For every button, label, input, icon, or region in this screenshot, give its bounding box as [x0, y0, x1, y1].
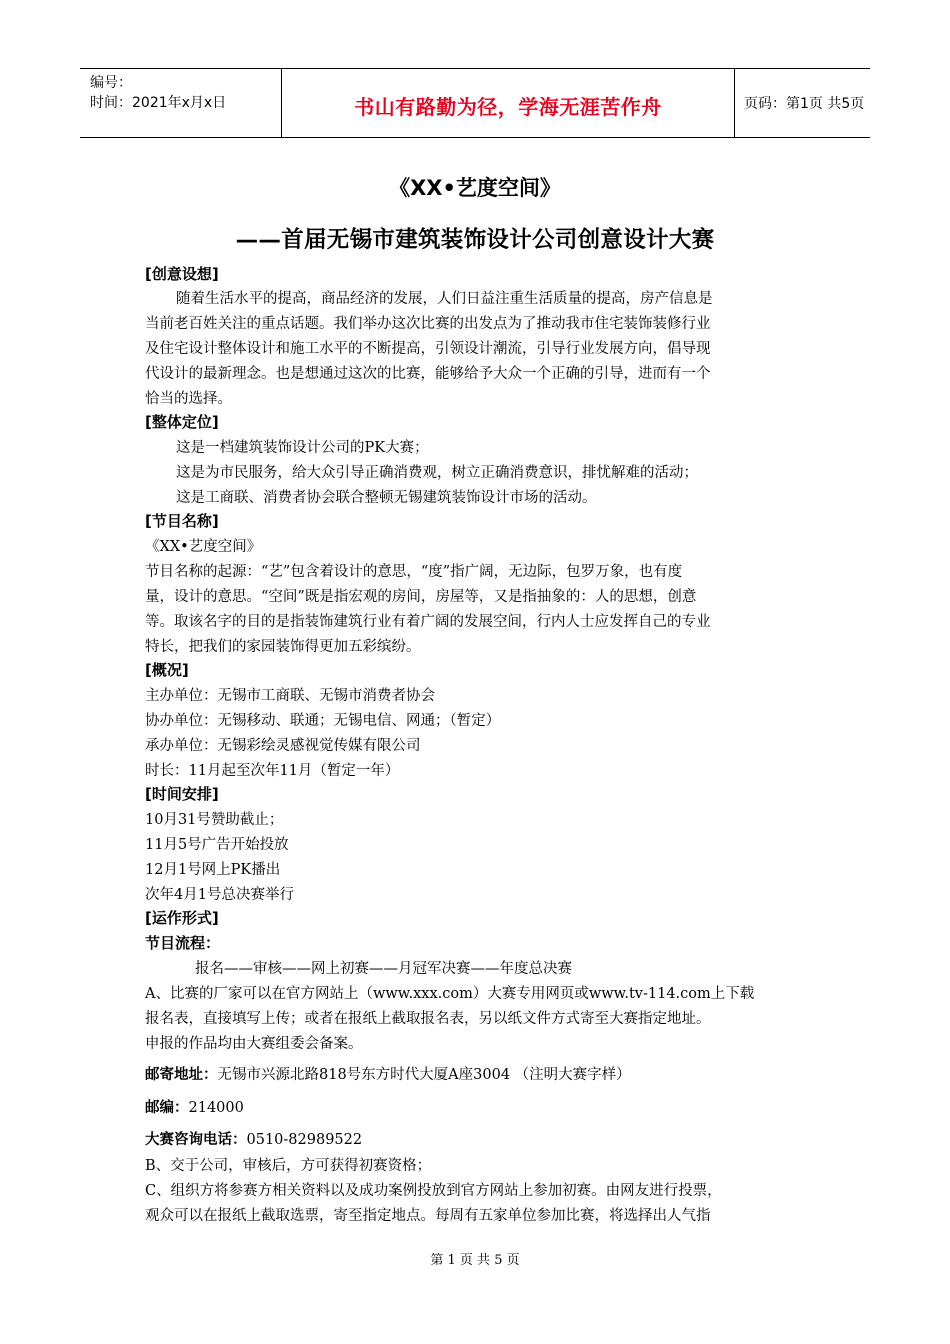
paragraph-line: A、比赛的厂家可以在官方网站上（www.xxx.com）大赛专用网页或www.tv-114.com上下载: [145, 986, 755, 1002]
program-flow-label: 节目流程：: [145, 934, 221, 952]
paragraph-line: 承办单位：无锡彩绘灵感视觉传媒有限公司: [145, 738, 421, 754]
paragraph-line: 当前老百姓关注的重点话题。我们举办这次比赛的出发点为了推动我市住宅装饰装修行业: [145, 316, 711, 332]
paragraph-line: 10月31号赞助截止；: [145, 812, 284, 828]
time-label: 时间：2021年x月x日: [90, 95, 227, 111]
paragraph-line: 节目名称的起源：“艺”包含着设计的意思，“度”指广阔，无边际，包罗万象，也有度: [145, 564, 683, 580]
section-heading: [时间安排]: [145, 785, 219, 803]
hotline-label: 大赛咨询电话：: [145, 1132, 247, 1148]
postcode-label: 邮编：: [145, 1100, 189, 1116]
paragraph-line: B、交于公司，审核后，方可获得初赛资格；: [145, 1158, 432, 1174]
header-table: [80, 68, 870, 138]
hotline-value: 0510-82989522: [246, 1132, 363, 1148]
paragraph-line: 《XX•艺度空间》: [145, 539, 262, 555]
paragraph-line: 时长：11月起至次年11月（暂定一年）: [145, 763, 400, 779]
document-subtitle: ——首届无锡市建筑装饰设计公司创意设计大赛: [235, 227, 715, 253]
paragraph-line: 这是为市民服务，给大众引导正确消费观，树立正确消费意识，排忧解难的活动；: [176, 465, 698, 481]
mailing-address-label: 邮寄地址：: [145, 1067, 218, 1083]
section-heading: [整体定位]: [145, 413, 219, 431]
page-footer: 第 1 页 共 5 页: [430, 1253, 520, 1268]
paragraph-line: 恰当的选择。: [145, 391, 232, 407]
document-title: 《XX•艺度空间》: [389, 176, 561, 200]
section-heading: [节目名称]: [145, 512, 219, 530]
paragraph-line: 量，设计的意思。“空间”既是指宏观的房间，房屋等，又是指抽象的：人的思想，创意: [145, 589, 697, 605]
paragraph-line: 这是一档建筑装饰设计公司的PK大赛；: [176, 440, 429, 456]
section-heading: [创意设想]: [145, 265, 219, 283]
header-motto-cell: [281, 69, 735, 137]
paragraph-line: 次年4月1号总决赛举行: [145, 887, 294, 903]
paragraph-line: 报名表，直接填写上传；或者在报纸上截取报名表，另以纸文件方式寄至大赛指定地址。: [145, 1011, 711, 1027]
paragraph-line: 及住宅设计整体设计和施工水平的不断提高，引领设计潮流，引导行业发展方向，倡导现: [145, 341, 711, 357]
mailing-address-line: [145, 1063, 631, 1084]
paragraph-line: 报名——审核——网上初赛——月冠军决赛——年度总决赛: [195, 961, 572, 977]
paragraph-line: 特长，把我们的家园装饰得更加五彩缤纷。: [145, 639, 421, 655]
postcode-line: [145, 1096, 244, 1117]
paragraph-line: 这是工商联、消费者协会联合整顿无锡建筑装饰设计市场的活动。: [176, 490, 597, 506]
header-left-cell: [90, 73, 280, 113]
paragraph-line: 申报的作品均由大赛组委会备案。: [145, 1036, 363, 1052]
section-heading: [运作形式]: [145, 909, 219, 927]
mailing-address-value: 无锡市兴源北路818号东方时代大厦A座3004 （注明大赛字样）: [217, 1067, 631, 1083]
page-info: 页码：第1页 共5页: [744, 96, 865, 112]
paragraph-line: 协办单位：无锡移动、联通；无锡电信、网通；（暂定）: [145, 713, 501, 729]
paragraph-line: 代设计的最新理念。也是想通过这次的比赛，能够给予大众一个正确的引导，进而有一个: [145, 366, 711, 382]
paragraph-line: C、组织方将参赛方相关资料以及成功案例投放到官方网站上参加初赛。由网友进行投票，: [145, 1183, 722, 1199]
hotline-line: [145, 1128, 362, 1149]
motto-text: 书山有路勤为径，学海无涯苦作舟: [354, 95, 662, 119]
paragraph-line: 等。取该名字的目的是指装饰建筑行业有着广阔的发展空间，行内人士应发挥自己的专业: [145, 614, 711, 630]
paragraph-line: 观众可以在报纸上截取选票，寄至指定地点。每周有五家单位参加比赛，将选择出人气指: [145, 1208, 711, 1224]
paragraph-line: 主办单位：无锡市工商联、无锡市消费者协会: [145, 688, 435, 704]
paragraph-line: 12月1号网上PK播出: [145, 862, 281, 878]
paragraph-line: 随着生活水平的提高，商品经济的发展，人们日益注重生活质量的提高，房产信息是: [176, 291, 713, 307]
number-label: 编号：: [90, 75, 132, 91]
postcode-value: 214000: [188, 1100, 244, 1116]
section-heading: [概况]: [145, 661, 189, 679]
paragraph-line: 11月5号广告开始投放: [145, 837, 289, 853]
